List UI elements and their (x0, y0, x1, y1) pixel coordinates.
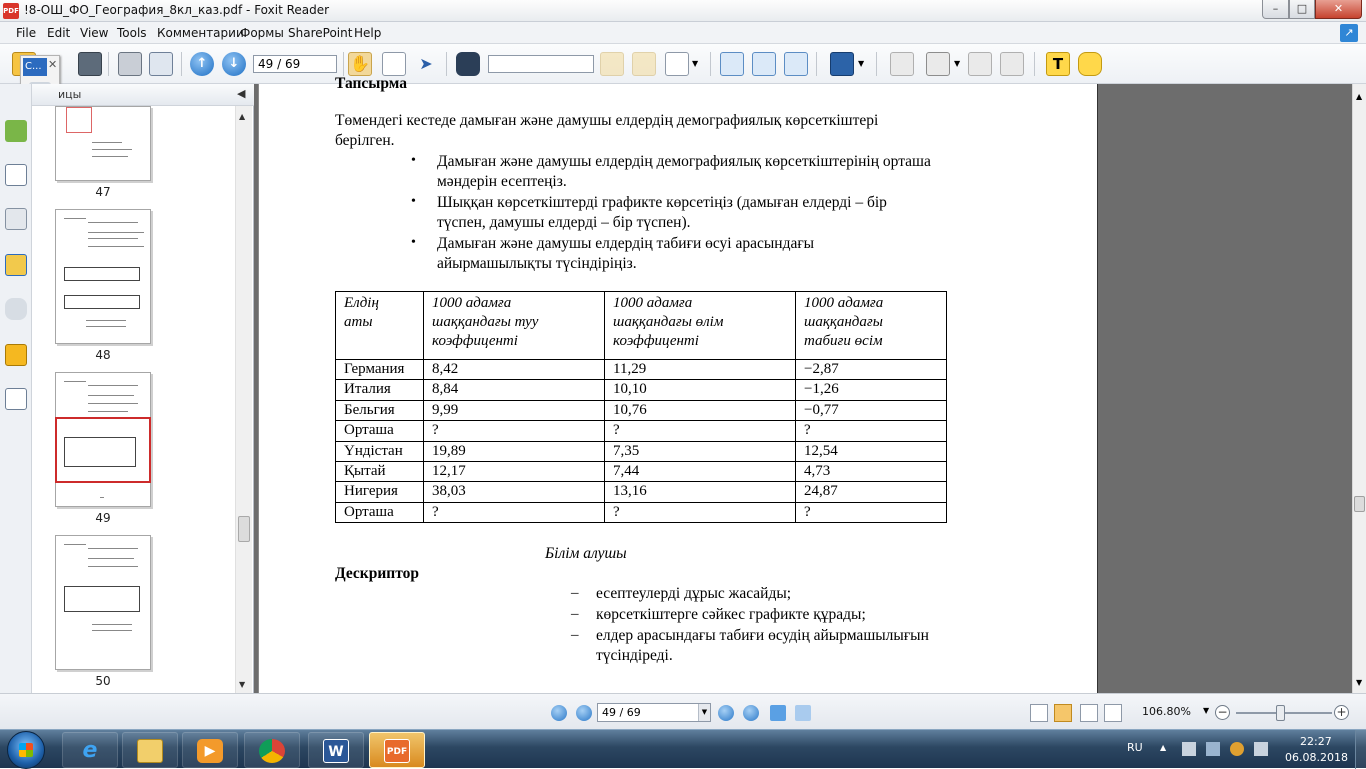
internet-explorer-icon: e (82, 738, 98, 763)
table-cell: Орташа (336, 421, 424, 441)
table-header-cell: 1000 адамға шаққандағы туу коэффиценті (424, 292, 605, 360)
table-row (336, 502, 947, 522)
fit-width-icon[interactable] (784, 52, 808, 76)
toolbar-separator (181, 52, 182, 76)
thumbnail-line (92, 624, 132, 625)
document-view[interactable] (254, 75, 1352, 693)
table-row (336, 360, 947, 380)
descriptor-item: түсіндіреді. (596, 647, 673, 664)
combine-pdf-icon[interactable] (1000, 52, 1024, 76)
thumbnail-panel (32, 84, 254, 693)
menu-view[interactable]: View (80, 26, 109, 40)
thumbnail-line (92, 156, 128, 157)
window-title: !8-ОШ_ФО_География_8кл_каз.pdf - Foxit Reader (24, 3, 330, 17)
taskbar-internet-explorer[interactable] (62, 732, 118, 768)
table-cell: 8,84 (424, 380, 605, 400)
bullet-marker: • (411, 153, 416, 168)
close-button[interactable]: ✕ (1315, 0, 1362, 19)
volume-icon[interactable] (1254, 742, 1268, 756)
start-button[interactable] (7, 731, 45, 769)
document-scroll-thumb[interactable] (1354, 496, 1365, 512)
actual-size-icon[interactable] (720, 52, 744, 76)
dropdown-arrow-icon[interactable]: ▼ (858, 59, 865, 68)
toolbar-separator (710, 52, 711, 76)
facing-view-icon[interactable] (1080, 704, 1098, 722)
first-page-icon[interactable] (551, 705, 567, 721)
zoom-out-icon[interactable]: − (1215, 705, 1230, 720)
taskbar-word[interactable] (308, 732, 364, 768)
network-icon[interactable] (1206, 742, 1220, 756)
folder-icon (137, 739, 163, 763)
previous-page-icon[interactable]: ↑ (190, 52, 214, 76)
table-cell: −1,26 (796, 380, 947, 400)
find-previous-icon[interactable] (600, 52, 624, 76)
table-cell: ? (796, 421, 947, 441)
bullet-text: Шыққан көрсеткіштерді графикте көрсетіңіз (дамыған елдерді – бір (437, 194, 887, 211)
email-icon[interactable] (149, 52, 173, 76)
document-scrollbar[interactable] (1352, 84, 1366, 693)
table-cell: Үндістан (336, 441, 424, 461)
thumbnail-scrollbar[interactable] (235, 106, 252, 693)
typewriter-icon[interactable] (665, 52, 689, 76)
thumbnail-line (86, 326, 126, 327)
learner-label: Білім алушы (545, 545, 627, 562)
scroll-down-icon[interactable]: ▼ (1356, 678, 1363, 687)
create-pdf-icon[interactable] (890, 52, 914, 76)
next-page-icon[interactable] (718, 705, 734, 721)
bullet-text: Дамыған және дамушы елдердің табиғи өсуі арасындағы (437, 235, 815, 252)
dropdown-arrow-icon[interactable]: ▼ (692, 59, 699, 68)
pdf-page (258, 75, 1098, 693)
dash-marker: – (571, 627, 579, 643)
taskbar-chrome[interactable] (244, 732, 300, 768)
toolbar-separator (876, 52, 877, 76)
comments-icon[interactable] (5, 254, 27, 276)
restore-button[interactable]: □ (1289, 0, 1315, 19)
demographics-table (335, 291, 947, 523)
descriptor-item: көрсеткіштерге сәйкес графикте құрады; (596, 606, 866, 623)
layers-icon[interactable] (5, 208, 27, 230)
title-bar (0, 0, 1366, 22)
clock-time[interactable]: 22:27 (1300, 735, 1332, 748)
thumbnail-line (88, 411, 128, 412)
go-back-icon[interactable] (770, 705, 786, 721)
zoom-level[interactable]: 106.80% (1142, 705, 1191, 718)
foxit-pdf-icon: PDF (384, 739, 410, 763)
page-thumbnail[interactable] (55, 209, 151, 344)
thumbnail-line (64, 218, 86, 219)
bullet-marker: • (411, 194, 416, 209)
scroll-up-icon[interactable]: ▲ (1356, 92, 1363, 101)
table-cell: ? (796, 502, 947, 522)
collapse-panel-icon[interactable]: ◀ (237, 87, 246, 100)
table-cell: 8,42 (424, 360, 605, 380)
thumbnail-line (88, 246, 144, 247)
bullet-marker: • (411, 235, 416, 250)
table-cell: Қытай (336, 461, 424, 481)
page-dropdown-arrow-icon[interactable]: ▼ (698, 704, 710, 721)
thumbnail-panel-title: ицы (58, 88, 82, 101)
floating-panel-tab[interactable]: С... (23, 58, 47, 76)
toolbar-separator (1034, 52, 1035, 76)
bullet-text: Дамыған және дамушы елдердің демографиялық көрсеткіштерінің орташа (437, 153, 931, 170)
rotate-view-icon[interactable] (830, 52, 854, 76)
toolbar-separator (446, 52, 447, 76)
menu-comments[interactable]: Комментарии (157, 26, 244, 40)
floating-panel-close-icon[interactable]: ✕ (48, 58, 58, 71)
intro-line: берілген. (335, 132, 395, 149)
security-lock-icon[interactable] (5, 344, 27, 366)
toolbar-separator (108, 52, 109, 76)
status-page-value: 49 / 69 (602, 706, 641, 719)
menu-sharepoint[interactable]: SharePoint (288, 26, 353, 40)
zoom-in-icon[interactable]: + (1334, 705, 1349, 720)
thumbnail-page-number: 49 (95, 511, 111, 525)
find-next-icon[interactable] (632, 52, 656, 76)
toolbar-separator (343, 52, 344, 76)
minimize-button[interactable]: – (1262, 0, 1289, 19)
convert-pdf-icon[interactable] (926, 52, 950, 76)
note-comment-icon[interactable] (1078, 52, 1102, 76)
fit-page-icon[interactable] (752, 52, 776, 76)
thumbnail-table (64, 437, 136, 467)
intro-line: Төмендегі кестеде дамыған және дамушы елдердің демографиялық көрсеткіштері (335, 112, 879, 129)
table-row (336, 380, 947, 400)
table-cell: 7,44 (605, 461, 796, 481)
thumbnail-page-number: 48 (95, 348, 111, 362)
thumbnail-scroll-thumb[interactable] (238, 516, 250, 542)
toolbar-separator (816, 52, 817, 76)
bullet-text: айырмашылықты түсіндіріңіз. (437, 255, 637, 272)
table-cell: ? (605, 502, 796, 522)
table-row (336, 482, 947, 502)
table-cell: 9,99 (424, 400, 605, 420)
find-input[interactable] (488, 55, 594, 73)
table-cell: Германия (336, 360, 424, 380)
table-row (336, 461, 947, 481)
save-icon[interactable] (78, 52, 102, 76)
thumbnail-line (100, 497, 104, 498)
table-cell: Нигерия (336, 482, 424, 502)
zoom-slider-knob[interactable] (1276, 705, 1285, 721)
thumbnail-line (64, 381, 86, 382)
page-thumbnail[interactable] (55, 372, 151, 507)
language-indicator[interactable]: RU (1127, 741, 1143, 754)
table-cell: ? (424, 502, 605, 522)
page-thumbnail[interactable] (55, 106, 151, 181)
expand-icon[interactable]: ↗ (1340, 24, 1358, 42)
menu-help[interactable]: Help (354, 26, 382, 40)
table-cell: 11,29 (605, 360, 796, 380)
bookmarks-icon[interactable] (5, 120, 27, 142)
descriptor-item: елдер арасындағы табиғи өсудің айырмашылығын (596, 627, 929, 644)
thumbnail-table (64, 586, 140, 612)
table-header-cell: 1000 адамға шаққандағы өлім коэффиценті (605, 292, 796, 360)
thumbnail-line (88, 403, 138, 404)
thumbnail-line (88, 566, 138, 567)
table-cell: Орташа (336, 502, 424, 522)
media-player-icon: ▶ (197, 739, 223, 763)
taskbar-explorer[interactable] (122, 732, 178, 768)
taskbar-media-player[interactable] (182, 732, 238, 768)
next-page-icon[interactable]: ↓ (222, 52, 246, 76)
clock-date[interactable]: 06.08.2018 (1285, 751, 1348, 764)
signature-icon[interactable] (5, 388, 27, 410)
export-pdf-icon[interactable] (968, 52, 992, 76)
scroll-down-icon[interactable]: ▼ (239, 680, 246, 689)
table-cell: ? (605, 421, 796, 441)
table-cell: 4,73 (796, 461, 947, 481)
continuous-facing-view-icon[interactable] (1104, 704, 1122, 722)
status-bar (0, 693, 1366, 729)
hand-tool-icon[interactable]: ✋ (348, 52, 372, 76)
table-header-cell: 1000 адамға шаққандағы табиғи өсім (796, 292, 947, 360)
thumbnail-line (92, 142, 122, 143)
status-page-input[interactable] (597, 703, 711, 722)
foxit-app-icon[interactable]: PDF (3, 3, 19, 19)
previous-page-icon[interactable] (576, 705, 592, 721)
thumbnail-line (88, 548, 138, 549)
menu-file[interactable]: File (16, 26, 37, 40)
thumbnail-line (92, 149, 132, 150)
table-cell: 12,17 (424, 461, 605, 481)
task-heading: Тапсырма (335, 75, 407, 92)
dash-marker: – (571, 606, 579, 622)
descriptor-label: Дескриптор (335, 565, 419, 582)
table-header-cell: Елдің аты (336, 292, 424, 360)
table-cell: −2,87 (796, 360, 947, 380)
taskbar-foxit-reader[interactable] (369, 732, 425, 768)
descriptor-item: есептеулерді дұрыс жасайды; (596, 585, 792, 602)
thumbnail-line (88, 238, 138, 239)
thumbnail-table (64, 267, 140, 281)
table-header-row (336, 292, 947, 360)
show-desktop-button[interactable] (1355, 730, 1366, 769)
thumbnail-page-number: 47 (95, 185, 111, 199)
thumbnail-table (64, 295, 140, 309)
table-row (336, 441, 947, 461)
word-icon: W (323, 739, 349, 763)
select-text-icon[interactable] (382, 52, 406, 76)
go-forward-icon[interactable] (795, 705, 811, 721)
table-cell: 13,16 (605, 482, 796, 502)
thumbnail-line (88, 222, 138, 223)
dash-marker: – (571, 585, 579, 601)
windows-taskbar (0, 729, 1366, 768)
bullet-text: мәндерін есептеңіз. (437, 173, 567, 190)
table-cell: Бельгия (336, 400, 424, 420)
pages-icon[interactable] (5, 164, 27, 186)
print-icon[interactable] (118, 52, 142, 76)
scroll-up-icon[interactable]: ▲ (239, 112, 246, 121)
zoom-dropdown-icon[interactable]: ▼ (1203, 706, 1210, 715)
bullet-text: түспен, дамушы елдерді – бір түспен). (437, 214, 691, 231)
menu-bar (0, 22, 1366, 44)
show-hidden-icons-icon[interactable]: ▲ (1160, 743, 1167, 752)
table-row (336, 400, 947, 420)
single-page-view-icon[interactable] (1030, 704, 1048, 722)
table-cell: 38,03 (424, 482, 605, 502)
table-cell: 12,54 (796, 441, 947, 461)
windows-logo-icon (19, 743, 33, 757)
last-page-icon[interactable] (743, 705, 759, 721)
navigation-rail (0, 84, 32, 693)
table-cell: −0,77 (796, 400, 947, 420)
thumbnail-line (88, 232, 144, 233)
menu-tools[interactable]: Tools (117, 26, 147, 40)
menu-forms[interactable]: Формы (240, 26, 284, 40)
thumbnail-line (92, 630, 132, 631)
table-row (336, 421, 947, 441)
selected-area-highlight (55, 417, 151, 483)
table-cell: 24,87 (796, 482, 947, 502)
page-thumbnail[interactable] (55, 535, 151, 670)
thumbnail-page-number: 50 (95, 674, 111, 688)
page-number-input[interactable]: 49 / 69 (253, 55, 337, 73)
attachments-icon[interactable] (5, 298, 27, 320)
table-cell: 7,35 (605, 441, 796, 461)
binoculars-search-icon[interactable] (456, 52, 480, 76)
text-tool-icon[interactable]: T (1046, 52, 1070, 76)
sync-icon[interactable] (1230, 742, 1244, 756)
table-cell: 10,76 (605, 400, 796, 420)
main-toolbar (0, 44, 1366, 84)
action-center-icon[interactable] (1182, 742, 1196, 756)
table-cell: 10,10 (605, 380, 796, 400)
table-cell: Италия (336, 380, 424, 400)
thumbnail-line (86, 320, 126, 321)
thumbnail-line (88, 558, 134, 559)
thumbnail-line (88, 395, 134, 396)
thumbnail-panel-header (32, 84, 254, 106)
thumbnail-chart (66, 107, 92, 133)
continuous-view-icon[interactable] (1054, 704, 1072, 722)
thumbnail-line (64, 544, 86, 545)
chrome-icon (259, 739, 285, 763)
select-arrow-icon[interactable]: ➤ (419, 54, 433, 73)
table-cell: 19,89 (424, 441, 605, 461)
menu-edit[interactable]: Edit (47, 26, 71, 40)
thumbnail-line (88, 385, 138, 386)
table-cell: ? (424, 421, 605, 441)
dropdown-arrow-icon[interactable]: ▼ (954, 59, 961, 68)
